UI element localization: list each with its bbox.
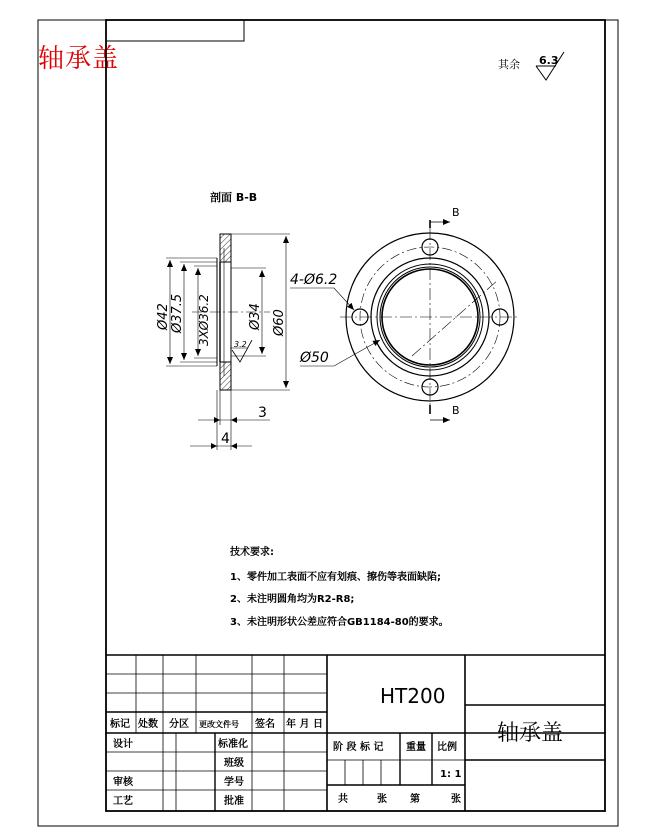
label-approve: 批准 [224,796,244,807]
label-student-no: 学号 [224,777,244,788]
dim-d34: Ø34 [248,303,263,330]
dim-d42: Ø42 [156,303,171,330]
dim-d362: 3XØ36.2 [197,294,211,346]
label-stage-mark: 阶 段 标 记 [333,742,384,753]
dim-d375: Ø37.5 [170,293,185,333]
label-review: 审核 [113,777,133,788]
label-total: 共 [338,794,348,805]
label-sheet2: 张 [451,794,461,805]
dim-bolt-holes: 4-Ø6.2 [290,272,338,288]
roughness-other-label: 其余 [498,58,520,71]
dim-t4: 4 [221,431,230,447]
label-weight: 重量 [406,742,426,753]
notes-item-2: 2、未注明圆角均为R2-R8; [230,594,355,605]
section-marker-top: B [452,206,460,219]
roughness-other-value: 6.3 [539,54,559,67]
dim-bolt-circle: Ø50 [300,350,329,366]
roughness-32: 3.2 [234,340,247,349]
scale-value: 1: 1 [440,769,462,780]
row-label-count: 处数 [138,719,158,730]
row-label-sign: 签名 [255,719,275,730]
section-view [166,234,290,450]
section-title: 剖面 B-B [210,191,258,204]
row-label-change-doc: 更改文件号 [199,720,239,729]
label-design: 设计 [113,739,133,750]
dim-t3: 3 [258,405,267,421]
notes-item-1: 1、零件加工表面不应有划痕、擦伤等表面缺陷; [230,572,441,583]
label-process: 工艺 [113,796,133,807]
section-marker-bottom: B [452,404,460,417]
label-scale: 比例 [437,742,457,753]
row-label-date: 年 月 日 [286,719,323,730]
title-material: HT200 [380,684,446,708]
notes-item-3: 3、未注明形状公差应符合GB1184-80的要求。 [230,617,449,628]
front-view [290,220,520,420]
row-label-zone: 分区 [169,719,189,730]
row-label-mark: 标记 [110,719,130,730]
title-part-name: 轴承盖 [497,721,564,746]
dim-d60: Ø60 [272,309,287,336]
label-page: 第 [410,794,420,805]
top-left-label-box [106,20,244,41]
inner-frame [106,20,605,811]
notes-heading: 技术要求: [230,547,274,558]
label-sheet: 张 [377,794,387,805]
label-standard: 标准化 [218,739,248,750]
part-name-red-title: 轴承盖 [38,44,120,74]
label-class: 班级 [224,758,244,769]
